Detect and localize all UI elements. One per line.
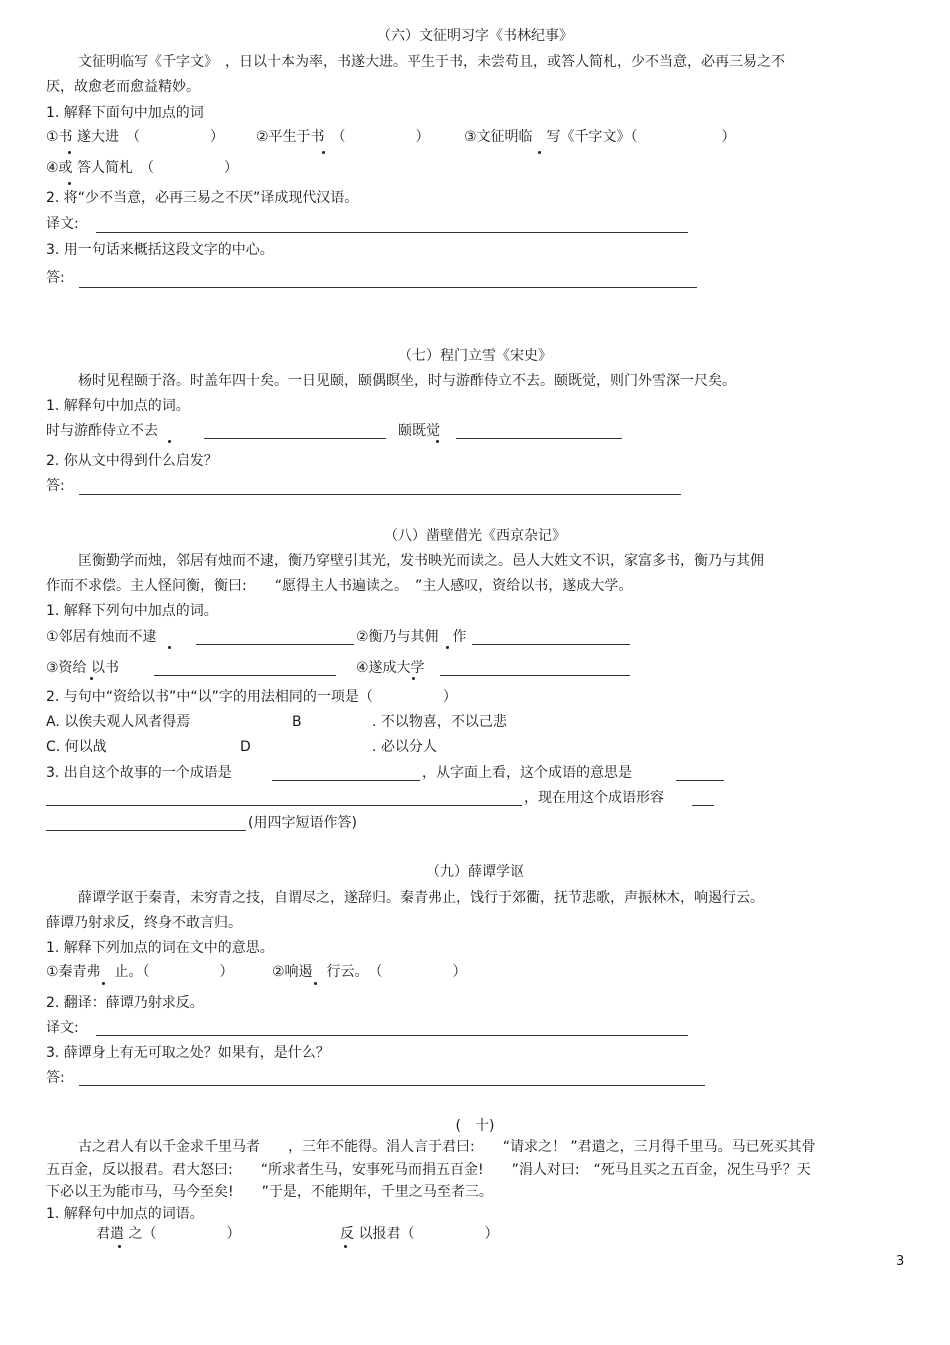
emphasis-dot bbox=[538, 151, 541, 154]
section-9-q2-answer-label: 译文: bbox=[46, 1020, 79, 1036]
section-8-option-b-letter: B bbox=[292, 714, 302, 730]
section-8-text-line1: 匡衡勤学而烛，邻居有烛而不逮，衡乃穿壁引其光，发书映光而读之。邑人大姓文不识，家富多书，衡乃与其佣 bbox=[78, 553, 764, 569]
answer-line[interactable] bbox=[79, 1085, 705, 1086]
section-10-question-1: 1. 解释句中加点的词语。 bbox=[46, 1206, 204, 1222]
section-9-q1-item-b: ②响遏 行云。 （ ） bbox=[272, 964, 467, 980]
section-8-question-2: 2. 与句中“资给以书”中“以”字的用法相同的一项是（ ） bbox=[46, 689, 457, 705]
section-8-q1-item-b: ②衡乃与其佣 作 bbox=[356, 629, 467, 645]
emphasis-dot bbox=[168, 646, 171, 649]
answer-line[interactable] bbox=[154, 675, 336, 676]
answer-line[interactable] bbox=[46, 805, 522, 806]
section-8-option-a: A. 以俟夫观人风者得焉 bbox=[46, 714, 191, 730]
section-6-question-1: 1. 解释下面句中加点的词 bbox=[46, 105, 204, 121]
answer-line[interactable] bbox=[204, 438, 386, 439]
section-7-question-1: 1. 解释句中加点的词。 bbox=[46, 398, 190, 414]
emphasis-dot bbox=[412, 677, 415, 680]
answer-line[interactable] bbox=[676, 780, 724, 781]
section-8-question-1: 1. 解释下列句中加点的词。 bbox=[46, 603, 218, 619]
section-8-title: （八）凿壁借光《西京杂记》 bbox=[384, 528, 566, 544]
section-6-q1-item-d: ④或 答人简札 （ ） bbox=[46, 160, 239, 176]
section-6-text-line2: 厌，故愈老而愈益精妙。 bbox=[46, 79, 200, 95]
emphasis-dot bbox=[118, 1245, 121, 1248]
section-6-title: （六）文征明习字《书林纪事》 bbox=[377, 28, 573, 44]
section-8-option-d: . 必以分人 bbox=[372, 739, 437, 755]
section-7-q2-answer-label: 答: bbox=[46, 478, 65, 494]
emphasis-dot bbox=[90, 677, 93, 680]
emphasis-dot bbox=[344, 1245, 347, 1248]
emphasis-dot bbox=[322, 151, 325, 154]
section-8-question-3-part1: 3. 出自这个故事的一个成语是 bbox=[46, 765, 232, 781]
answer-line[interactable] bbox=[196, 644, 354, 645]
section-10-q1-item-a: 君遣 之（ ） bbox=[96, 1226, 241, 1242]
section-6-question-3: 3. 用一句话来概括这段文字的中心。 bbox=[46, 242, 274, 258]
section-8-q1-item-a: ①邻居有烛而不逮 bbox=[46, 629, 157, 645]
section-8-option-c: C. 何以战 bbox=[46, 739, 107, 755]
answer-line[interactable] bbox=[96, 232, 688, 233]
emphasis-dot bbox=[102, 982, 105, 985]
section-9-q1-item-a: ①秦青弗 止。（ ） bbox=[46, 964, 234, 980]
section-6-question-2: 2. 将“少不当意，必再三易之不厌”译成现代汉语。 bbox=[46, 190, 359, 206]
section-8-question-3-part4: (用四字短语作答) bbox=[248, 815, 357, 831]
emphasis-dot bbox=[314, 982, 317, 985]
answer-line[interactable] bbox=[79, 494, 681, 495]
section-9-question-1: 1. 解释下列加点的词在文中的意思。 bbox=[46, 940, 274, 956]
section-10-text-line1: 古之君人有以千金求千里马者 ，三年不能得。涓人言于君曰: “请求之！ ”君遣之，三月得千里马。马已死买其骨 bbox=[78, 1139, 816, 1155]
section-8-q1-item-c: ③资给 以书 bbox=[46, 660, 120, 676]
section-9-text-line1: 薛谭学讴于秦青，未穷青之技，自谓尽之，遂辞归。秦青弗止，饯行于郊衢，抚节悲歌，声振林木，响遏行云。 bbox=[78, 890, 764, 906]
section-8-question-3-part2: ，从字面上看，这个成语的意思是 bbox=[422, 765, 632, 781]
section-10-text-line3: 下必以王为能市马，马今至矣! ”于是，不能期年，千里之马至者三。 bbox=[46, 1184, 493, 1200]
section-10-q1-item-b: 反 以报君（ ） bbox=[340, 1226, 499, 1242]
section-8-option-b: . 不以物喜，不以己悲 bbox=[372, 714, 507, 730]
section-6-q1-item-c: ③文征明临 写《千字文》（ ） bbox=[464, 129, 736, 145]
emphasis-dot bbox=[446, 646, 449, 649]
section-6-q1-item-b: ②平生于书 （ ） bbox=[256, 129, 430, 145]
section-8-text-line2: 作而不求偿。主人怪问衡，衡曰: “愿得主人书遍读之。 ”主人感叹，资给以书，遂成大学。 bbox=[46, 578, 633, 594]
section-9-question-3: 3. 薛谭身上有无可取之处？如果有，是什么？ bbox=[46, 1045, 330, 1061]
section-8-option-d-letter: D bbox=[240, 739, 251, 755]
emphasis-dot bbox=[68, 182, 71, 185]
section-6-q3-answer-label: 答: bbox=[46, 270, 65, 286]
section-9-question-2: 2. 翻译：薛谭乃射求反。 bbox=[46, 995, 204, 1011]
answer-line[interactable] bbox=[272, 780, 420, 781]
answer-line[interactable] bbox=[440, 675, 630, 676]
emphasis-dot bbox=[68, 151, 71, 154]
answer-line[interactable] bbox=[472, 644, 630, 645]
emphasis-dot bbox=[168, 440, 171, 443]
section-8-question-3-part3: ，现在用这个成语形容 bbox=[524, 790, 664, 806]
answer-line[interactable] bbox=[46, 830, 246, 831]
answer-line[interactable] bbox=[692, 805, 714, 806]
section-9-q3-answer-label: 答: bbox=[46, 1070, 65, 1086]
answer-line[interactable] bbox=[79, 287, 697, 288]
section-6-text-line1: 文征明临写《千字文》 ，日以十本为率，书遂大进。平生于书，未尝苟且，或答人简札，少不当意，必再三易之不 bbox=[78, 54, 785, 70]
section-9-title: （九）薛谭学讴 bbox=[426, 864, 524, 880]
section-9-text-line2: 薛谭乃射求反，终身不敢言归。 bbox=[46, 915, 242, 931]
answer-line[interactable] bbox=[456, 438, 622, 439]
section-8-q1-item-d: ④遂成大学 bbox=[356, 660, 425, 676]
section-6-q2-answer-label: 译文: bbox=[46, 216, 79, 232]
section-7-q1-item-a: 时与游酢侍立不去 bbox=[46, 423, 158, 439]
section-7-title: （七）程门立雪《宋史》 bbox=[398, 348, 552, 364]
emphasis-dot bbox=[436, 440, 439, 443]
section-7-text-line1: 杨时见程颐于洛。时盖年四十矣。一日见颐，颐偶瞑坐，时与游酢侍立不去。颐既觉，则门外雪深一尺矣。 bbox=[78, 373, 736, 389]
section-6-q1-item-a: ①书 遂大进 （ ） bbox=[46, 129, 225, 145]
section-7-q1-item-b: 颐既觉 bbox=[398, 423, 440, 439]
page-number: 3 bbox=[896, 1254, 905, 1269]
answer-line[interactable] bbox=[96, 1035, 688, 1036]
section-10-text-line2: 五百金，反以报君。君大怒曰: “所求者生马，安事死马而捐五百金! ”涓人对曰: “死马且买之五百金，况生马乎？天 bbox=[46, 1162, 811, 1178]
section-7-question-2: 2. 你从文中得到什么启发？ bbox=[46, 453, 218, 469]
section-10-title: ( 十) bbox=[455, 1118, 495, 1134]
